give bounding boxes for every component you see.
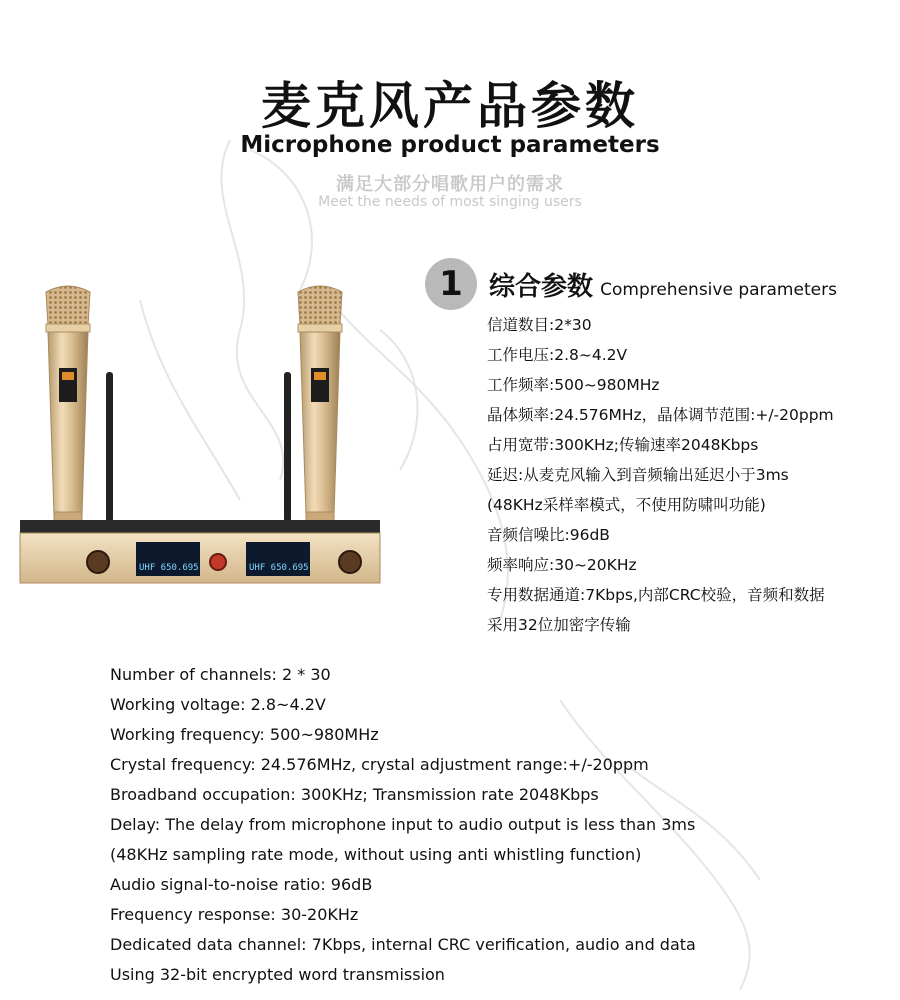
spec-item: Using 32-bit encrypted word transmission bbox=[110, 965, 445, 984]
receiver-unit bbox=[20, 520, 380, 583]
spec-item: Working frequency: 500~980MHz bbox=[110, 725, 379, 744]
page-subtitle-english: Meet the needs of most singing users bbox=[318, 194, 582, 210]
spec-item: 延迟:从麦克风输入到音频输出延迟小于3ms bbox=[487, 466, 789, 484]
section-title-cn: 综合参数 bbox=[489, 272, 594, 302]
spec-list-english bbox=[110, 660, 810, 990]
spec-item: 工作频率:500~980MHz bbox=[487, 376, 660, 394]
display-right: UHF 650.695 bbox=[249, 563, 309, 573]
spec-item: 占用宽带:300KHz;传输速率2048Kbps bbox=[487, 436, 759, 454]
spec-item: Working voltage: 2.8~4.2V bbox=[110, 695, 326, 714]
product-image bbox=[18, 280, 388, 590]
antenna-left bbox=[106, 372, 113, 522]
spec-item: Audio signal-to-noise ratio: 96dB bbox=[110, 875, 373, 894]
spec-item: 信道数目:2*30 bbox=[487, 316, 592, 334]
spec-item: 音频信噪比:96dB bbox=[487, 526, 610, 544]
spec-item: 频率响应:30~20KHz bbox=[487, 556, 637, 574]
spec-item: Crystal frequency: 24.576MHz, crystal adjustment range:+/-20ppm bbox=[110, 755, 649, 774]
spec-list-chinese bbox=[487, 310, 877, 640]
spec-item: 采用32位加密字传输 bbox=[487, 616, 631, 634]
spec-item: Delay: The delay from microphone input to audio output is less than 3ms bbox=[110, 815, 696, 834]
spec-item: 专用数据通道:7Kbps,内部CRC校验，音频和数据 bbox=[487, 586, 825, 604]
page-title: 麦克风产品参数 bbox=[261, 77, 639, 135]
section-number-badge: 1 bbox=[425, 258, 477, 310]
display-left: UHF 650.695 bbox=[139, 563, 199, 573]
section-title bbox=[489, 266, 837, 303]
spec-item: Dedicated data channel: 7Kbps, internal CRC verification, audio and data bbox=[110, 935, 696, 954]
spec-item: 工作电压:2.8~4.2V bbox=[487, 346, 628, 364]
page-title-english: Microphone product parameters bbox=[240, 132, 660, 158]
spec-item: 晶体频率:24.576MHz，晶体调节范围:+/-20ppm bbox=[487, 406, 834, 424]
antenna-right bbox=[284, 372, 291, 522]
spec-item: (48KHz sampling rate mode, without using anti whistling function) bbox=[110, 845, 642, 864]
spec-item: Number of channels: 2 * 30 bbox=[110, 665, 331, 684]
page-subtitle: 满足大部分唱歌用户的需求 bbox=[336, 174, 564, 195]
microphone-left bbox=[46, 286, 90, 522]
spec-item: Broadband occupation: 300KHz; Transmission rate 2048Kbps bbox=[110, 785, 599, 804]
section-title-en: Comprehensive parameters bbox=[600, 280, 837, 300]
spec-item: (48KHz采样率模式，不使用防啸叫功能) bbox=[487, 496, 766, 514]
spec-item: Frequency response: 30-20KHz bbox=[110, 905, 359, 924]
microphone-right bbox=[298, 286, 342, 522]
